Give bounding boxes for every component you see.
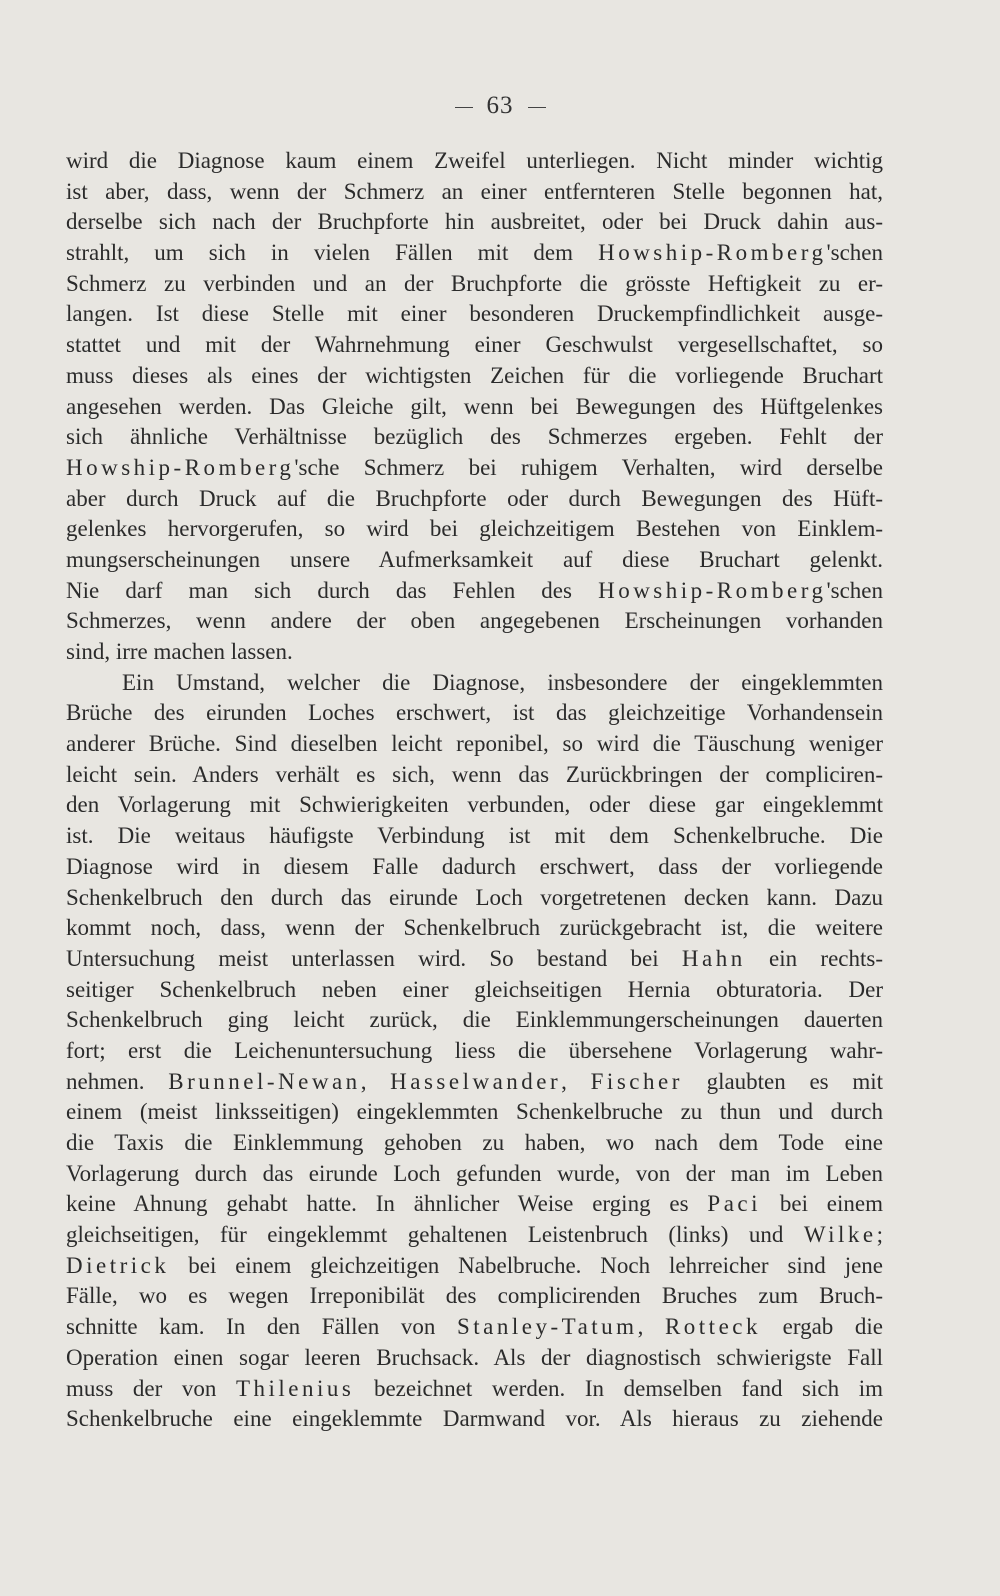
text-line: muss dieses als eines der wichtigsten Zeichen für die vorliegende Bruchart [66,362,883,388]
text-line: langen. Ist diese Stelle mit einer besonderen Druckempfindlichkeit ausge- [66,301,883,327]
text-line: sind, irre machen lassen. [66,639,293,664]
text-line: Schenkelbruch den durch das eirunde Loch vorgetretenen decken kann. Dazu [66,884,883,910]
text-line: Nie darf man sich durch das Fehlen des Howship-Romberg'schen [66,577,883,603]
author-name: Hahn [681,945,746,971]
page-number-text: 63 [486,92,514,119]
text-line: stattet und mit der Wahrnehmung einer Geschwulst vergesellschaftet, so [66,332,883,358]
text-line: Vorlagerung durch das eirunde Loch gefunden wurde, von der man im Leben [66,1160,883,1186]
text-line: aber durch Druck auf die Bruchpforte oder durch Bewegungen des Hüft- [66,485,883,511]
text-line: fort; erst die Leichenuntersuchung liess die übersehene Vorlagerung wahr- [66,1037,883,1063]
text-line: wird die Diagnose kaum einem Zweifel unterliegen. Nicht minder wichtig [66,148,883,173]
text-line: kommt noch, dass, wenn der Schenkelbruch zurückgebracht ist, die weitere [66,915,883,941]
text-line: derselbe sich nach der Bruchpforte hin ausbreitet, oder bei Druck dahin aus- [66,209,883,235]
text-line: Schenkelbruche eine eingeklemmte Darmwand vor. Als hieraus zu ziehende [66,1406,883,1432]
page-number [0,92,1000,120]
text-line: Ein Umstand, welcher die Diagnose, insbesondere der eingeklemmten [122,669,883,695]
text-line: einem (meist linksseitigen) eingeklemmten Schenkelbruche zu thun und durch [66,1099,883,1125]
text-line: ist. Die weitaus häufigste Verbindung ist mit dem Schenkelbruche. Die [66,823,883,849]
text-line: Fälle, wo es wegen Irreponibilät des complicirenden Bruches zum Bruch- [66,1283,883,1309]
text-line: schnitte kam. In den Fällen von Stanley-Tatum, Rotteck ergab die [66,1314,884,1340]
text-line: gelenkes hervorgerufen, so wird bei gleichzeitigem Bestehen von Einklem- [66,516,883,542]
text-line: Schmerz zu verbinden und an der Bruchpforte die grösste Heftigkeit zu er- [66,270,883,296]
text-line: mungserscheinungen unsere Aufmerksamkeit auf diese Bruchart gelenkt. [66,546,883,572]
dash-left [455,107,473,109]
body-text [66,146,883,1435]
author-name: Stanley-Tatum [456,1314,638,1340]
author-name: Rotteck [664,1314,761,1340]
text-line: strahlt, um sich in vielen Fällen mit dem Howship-Romberg'schen [66,240,883,266]
text-line: Diagnose wird in diesem Falle dadurch erschwert, dass der vorliegende [66,853,883,879]
author-name: Howship-Romberg [66,454,295,480]
text-line: seitiger Schenkelbruch neben einer gleichseitigen Hernia obturatoria. Der [66,976,883,1002]
author-name: Thilenius [235,1375,355,1401]
author-name: Howship-Romberg [598,240,827,266]
text-line: Brüche des eirunden Loches erschwert, ist das gleichzeitige Vorhandensein [66,700,883,726]
text-line: sich ähnliche Verhältnisse bezüglich des Schmerzes ergeben. Fehlt der [66,424,883,450]
text-line: den Vorlagerung mit Schwierigkeiten verbunden, oder diese gar eingeklemmt [66,792,883,818]
text-line: gleichseitigen, für eingeklemmt gehaltenen Leistenbruch (links) und Wilke; [66,1222,883,1248]
author-name: Wilke [803,1222,877,1248]
author-name: Hasselwander [390,1068,562,1094]
dash-right [528,107,546,109]
text-line: Untersuchung meist unterlassen wird. So bestand bei Hahn ein rechts- [66,945,883,971]
text-line: muss der von Thilenius bezeichnet werden. In demselben fand sich im [66,1375,883,1401]
author-name: Brunnel-Newan [168,1068,361,1094]
text-line: leicht sein. Anders verhält es sich, wenn das Zurückbringen der compliciren- [66,761,883,787]
text-line: die Taxis die Einklemmung gehoben zu haben, wo nach dem Tode eine [66,1130,883,1155]
text-line: anderer Brüche. Sind dieselben leicht reponibel, so wird die Täuschung weniger [66,731,883,757]
text-line: nehmen. Brunnel-Newan, Hasselwander, Fischer glaubten es mit [66,1068,884,1094]
text-line: angesehen werden. Das Gleiche gilt, wenn bei Bewegungen des Hüftgelenkes [66,393,883,419]
text-line: keine Ahnung gehabt hatte. In ähnlicher Weise erging es Paci bei einem [66,1191,883,1217]
text-line: ist aber, dass, wenn der Schmerz an einer entfernteren Stelle begonnen hat, [66,178,883,204]
author-name: Fischer [590,1068,683,1094]
text-line: Schmerzes, wenn andere der oben angegebenen Erscheinungen vorhanden [66,608,883,634]
author-name: Paci [707,1191,762,1217]
author-name: Howship-Romberg [598,577,827,603]
text-line: Howship-Romberg'sche Schmerz bei ruhigem Verhalten, wird derselbe [66,454,883,480]
text-line: Operation einen sogar leeren Bruchsack. Als der diagnostisch schwierigste Fall [66,1344,883,1370]
author-name: Dietrick [66,1252,170,1278]
text-line: Schenkelbruch ging leicht zurück, die Einklemmungerscheinungen dauerten [66,1007,883,1033]
text-line: Dietrick bei einem gleichzeitigen Nabelbruche. Noch lehrreicher sind jene [66,1252,883,1278]
